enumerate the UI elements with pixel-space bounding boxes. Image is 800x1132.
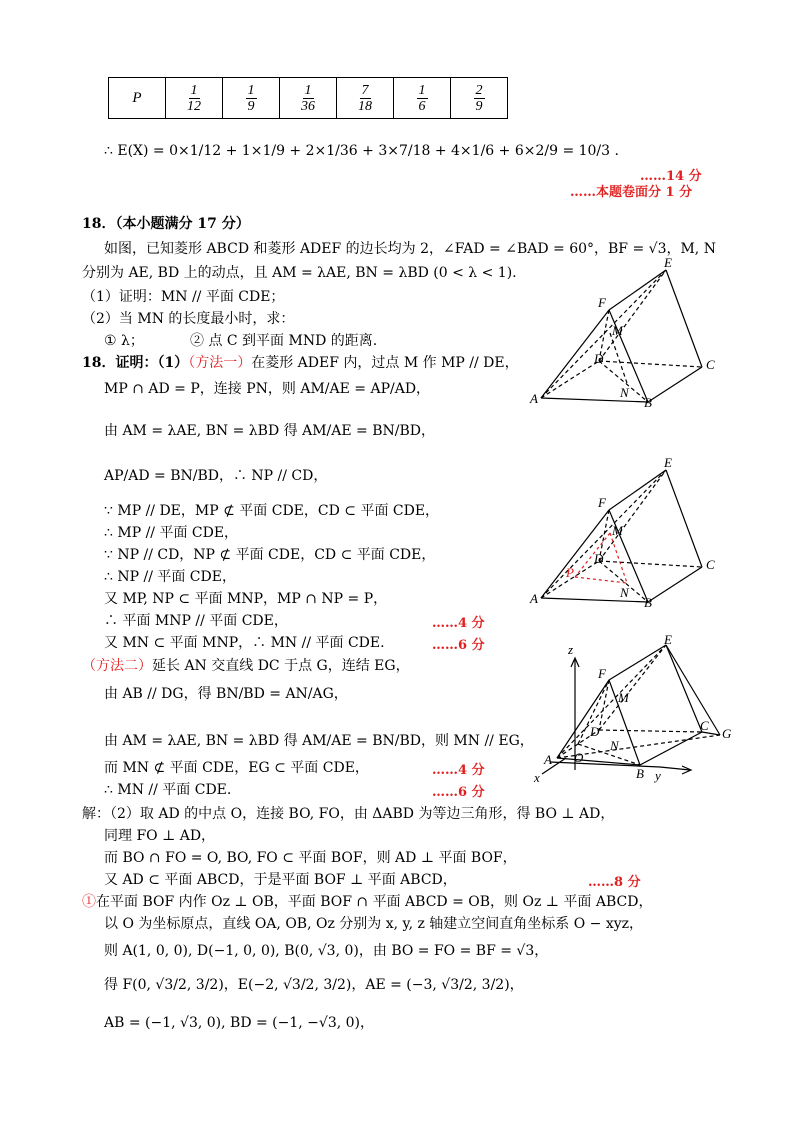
probability-table bbox=[108, 77, 508, 119]
score-14: ……14 分 bbox=[640, 169, 702, 184]
label-C: C bbox=[706, 557, 715, 572]
label-D: D bbox=[590, 724, 600, 739]
label-D: D bbox=[594, 351, 604, 366]
sol-line9: 又 MP, NP ⊂ 平面 MNP，MP ∩ NP = P， bbox=[104, 591, 388, 607]
label-B: B bbox=[644, 395, 652, 410]
method2-line5: ∴ MN // 平面 CDE. bbox=[104, 782, 232, 798]
q18-part2: （2）当 MN 的长度最小时，求： bbox=[82, 311, 295, 327]
table-header-p: P bbox=[109, 78, 166, 119]
table-cell: $\frac{1}{36}$ bbox=[280, 78, 337, 119]
figure-prism-axes bbox=[530, 632, 745, 790]
label-F: F bbox=[598, 295, 606, 310]
part2-line2: 同理 FO ⊥ AD， bbox=[104, 828, 216, 844]
table-cell: $\frac{2}{9}$ bbox=[451, 78, 508, 119]
sol-line4: AP/AD = BN/BD，∴ NP // CD， bbox=[104, 468, 328, 484]
table-cell: $\frac{1}{12}$ bbox=[166, 78, 223, 119]
q18-line2: 分别为 AE, BD 上的动点，且 AM = λAE, BN = λBD (0 < λ < 1). bbox=[82, 265, 517, 281]
method2-line3: 由 AM = λAE, BN = λBD 得 AM/AE = BN/BD，则 MN // EG， bbox=[104, 733, 534, 749]
expectation-formula: ∴ E(X) = 0×1/12 + 1×1/9 + 2×1/36 + 3×7/18 + 4×1/6 + 6×2/9 = 10/3 . bbox=[104, 143, 619, 159]
label-G: G bbox=[722, 726, 732, 741]
label-M: M bbox=[618, 690, 629, 705]
method2-line2: 由 AB // DG，得 BN/BD = AN/AG， bbox=[104, 686, 348, 702]
score-6-b: ……6 分 bbox=[432, 785, 485, 800]
label-M: M bbox=[612, 323, 623, 338]
label-D: D bbox=[594, 551, 604, 566]
method2-line1: （方法二）延长 AN 交直线 DC 于点 G，连结 EG， bbox=[82, 658, 410, 674]
figure-prism-2 bbox=[530, 455, 730, 610]
score-4-a: ……4 分 bbox=[432, 616, 485, 631]
label-y: y bbox=[655, 768, 661, 783]
label-z: z bbox=[568, 642, 574, 657]
part2-line3: 而 BO ∩ FO = O, BO, FO ⊂ 平面 BOF，则 AD ⊥ 平面 BOF， bbox=[104, 850, 517, 866]
sol-line1: 18．证明：（1）（方法一）在菱形 ADEF 内，过点 M 作 MP // DE， bbox=[82, 355, 519, 371]
sol-line6: ∴ MP // 平面 CDE， bbox=[104, 525, 239, 541]
part2-line1: 解：（2）取 AD 的中点 O，连接 BO, FO，由 ΔABD 为等边三角形，得 BO ⊥ AD， bbox=[82, 806, 615, 822]
label-M: M bbox=[612, 523, 623, 538]
label-B: B bbox=[636, 766, 644, 781]
sol-line3: 由 AM = λAE, BN = λBD 得 AM/AE = BN/BD， bbox=[104, 423, 435, 439]
table-cell: $\frac{1}{9}$ bbox=[223, 78, 280, 119]
sol-line2: MP ∩ AD = P，连接 PN，则 AM/AE = AP/AD， bbox=[104, 381, 431, 397]
label-E: E bbox=[664, 255, 672, 270]
part2-line9: AB = (−1, √3, 0), BD = (−1, −√3, 0)， bbox=[104, 1015, 374, 1031]
label-A: A bbox=[530, 391, 538, 406]
score-4-b: ……4 分 bbox=[432, 763, 485, 778]
q18-part1: （1）证明：MN // 平面 CDE； bbox=[82, 289, 285, 305]
label-N: N bbox=[610, 738, 619, 753]
label-F: F bbox=[598, 495, 606, 510]
label-E: E bbox=[664, 632, 672, 647]
method-two-label: （方法二） bbox=[82, 658, 152, 674]
q18-part2-sub2: ② 点 C 到平面 MND 的距离. bbox=[190, 333, 378, 349]
label-A: A bbox=[544, 752, 552, 767]
label-B: B bbox=[644, 595, 652, 610]
label-F: F bbox=[598, 666, 606, 681]
label-A: A bbox=[530, 591, 538, 606]
label-N: N bbox=[620, 385, 629, 400]
table-cell: $\frac{1}{6}$ bbox=[394, 78, 451, 119]
sol-line10: ∴ 平面 MNP // 平面 CDE， bbox=[104, 613, 288, 629]
score-6-a: ……6 分 bbox=[432, 638, 485, 653]
label-C: C bbox=[700, 718, 709, 733]
sol-line7: ∵ NP // CD，NP ⊄ 平面 CDE，CD ⊂ 平面 CDE， bbox=[104, 547, 436, 563]
sol-line11: 又 MN ⊂ 平面 MNP，∴ MN // 平面 CDE. bbox=[104, 635, 385, 651]
sol-line8: ∴ NP // 平面 CDE， bbox=[104, 569, 236, 585]
label-C: C bbox=[706, 357, 715, 372]
score-neatness: ……本题卷面分 1 分 bbox=[570, 185, 693, 200]
q18-part2-sub1: ① λ； bbox=[104, 333, 144, 349]
circled-one-mark: ① bbox=[82, 894, 96, 910]
figure-prism-1 bbox=[530, 255, 730, 410]
part2-line6: 以 O 为坐标原点，直线 OA, OB, Oz 分别为 x, y, z 轴建立空间直角坐标系 O − xyz， bbox=[104, 916, 644, 932]
part2-line8: 得 F(0, √3/2, 3/2)，E(−2, √3/2, 3/2)，AE = (−3, √3/2, 3/2)， bbox=[104, 977, 524, 993]
q18-header: 18．（本小题满分 17 分） bbox=[82, 216, 250, 232]
part2-line7: 则 A(1, 0, 0), D(−1, 0, 0), B(0, √3, 0)，由 BO = FO = BF = √3， bbox=[104, 943, 549, 959]
sol-line5: ∵ MP // DE，MP ⊄ 平面 CDE，CD ⊂ 平面 CDE， bbox=[104, 503, 440, 519]
method2-line4: 而 MN ⊄ 平面 CDE，EG ⊂ 平面 CDE， bbox=[104, 760, 369, 776]
label-P: P bbox=[566, 565, 574, 580]
label-E: E bbox=[664, 455, 672, 470]
part2-line5: ①在平面 BOF 内作 Oz ⊥ OB，平面 BOF ∩ 平面 ABCD = OB，则 Oz ⊥ 平面 ABCD， bbox=[82, 894, 653, 910]
label-N: N bbox=[620, 585, 629, 600]
q18-line1: 如图，已知菱形 ABCD 和菱形 ADEF 的边长均为 2，∠FAD = ∠BAD = 60°，BF = √3，M, N bbox=[104, 241, 716, 257]
score-8: ……8 分 bbox=[588, 875, 641, 890]
label-x: x bbox=[534, 770, 540, 785]
part2-line4: 又 AD ⊂ 平面 ABCD，于是平面 BOF ⊥ 平面 ABCD， bbox=[104, 872, 457, 888]
table-cell: $\frac{7}{18}$ bbox=[337, 78, 394, 119]
method-one-label: （方法一） bbox=[188, 355, 252, 371]
label-O: O bbox=[574, 750, 584, 765]
